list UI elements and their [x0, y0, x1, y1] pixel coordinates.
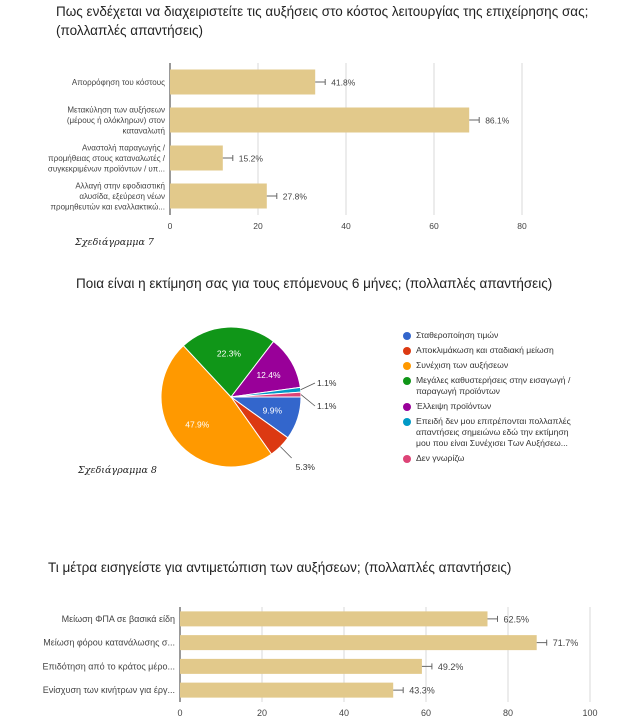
value-label: 49.2% [437, 661, 464, 672]
legend-marker [403, 377, 411, 385]
value-label: 43.3% [409, 685, 435, 696]
category-label: Μείωση φόρου κατανάλωσης σ... [43, 637, 175, 648]
slice-label: 12.4% [256, 370, 281, 381]
value-label: 71.7% [552, 638, 579, 649]
legend-label: Δεν γνωρίζω [416, 453, 465, 463]
bar [180, 611, 488, 626]
leader-line [301, 383, 315, 390]
chart8-title: Ποια είναι η εκτίμηση σας για τους επόμενους 6 μήνες; (πολλαπλές απαντήσεις) [76, 276, 553, 291]
x-tick-label: 60 [429, 221, 439, 231]
x-tick-label: 0 [177, 708, 183, 718]
category-label: Ενίσχυση των κινήτρων για έργ... [42, 685, 175, 696]
x-tick-label: 40 [338, 708, 350, 718]
category-label: καταναλωτή [122, 126, 165, 136]
legend-label: Σταθεροποίηση τιμών [416, 330, 499, 340]
legend-marker [403, 455, 411, 463]
value-label: 15.2% [238, 153, 263, 164]
x-tick-label: 20 [253, 221, 263, 231]
x-tick-label: 100 [582, 708, 598, 718]
slice-label: 9.9% [262, 405, 283, 416]
bar-chart-measures [43, 607, 598, 718]
bar [180, 659, 422, 674]
bar [170, 70, 315, 95]
slice-label: 1.1% [317, 378, 337, 388]
category-label: αλυσίδα, εξεύρεση νέων [79, 192, 165, 201]
pie-chart-8 [161, 327, 337, 472]
legend-marker [403, 403, 411, 411]
legend-label: Αποκλιμάκωση και σταδιακή μείωση [416, 345, 554, 355]
chart7-title-line1: Πως ενδέχεται να διαχειριστείτε τις αυξήσεις στο κόστος λειτουργίας της επιχείρησης σας; [56, 4, 589, 19]
value-label: 86.1% [485, 115, 510, 126]
legend-item [403, 375, 613, 397]
legend-item [403, 453, 613, 464]
slice-label: 5.3% [295, 462, 315, 473]
legend-label: Συνέχιση των αυξήσεων [416, 360, 509, 370]
chart7-title-line2: (πολλαπλές απαντήσεις) [56, 23, 203, 38]
x-tick-label: 40 [341, 221, 351, 231]
bar [170, 184, 267, 209]
bar [180, 683, 393, 698]
category-label: προμήθειας στους καταναλωτές / [48, 154, 165, 163]
leader-line [280, 447, 291, 458]
bar [170, 108, 469, 133]
slice-label: 1.1% [317, 401, 337, 411]
category-label: Αλλαγή στην εφοδιαστική [75, 181, 165, 191]
x-tick-label: 80 [502, 708, 514, 718]
legend-item [403, 345, 613, 356]
category-label: προμηθευτών και εναλλακτικώ... [50, 202, 165, 212]
bar [180, 635, 537, 650]
value-label: 41.8% [331, 77, 356, 88]
category-label: Μετακύληση των αυξήσεων [67, 105, 165, 115]
legend-marker [403, 347, 411, 355]
chart-measures-title: Τι μέτρα εισηγείστε για αντιμετώπιση των αυξήσεων; (πολλαπλές απαντήσεις) [48, 560, 512, 575]
pie-legend [403, 330, 613, 468]
x-tick-label: 60 [420, 708, 432, 718]
value-label: 62.5% [503, 614, 530, 625]
x-tick-label: 80 [517, 221, 527, 231]
legend-label: Επειδή δεν μου επιτρέπονται πολλαπλές απαντήσεις σημειώνω εδώ την εκτίμηση μου που είναι Συνέχισει Των Αυξήσεω... [416, 416, 571, 448]
slice-label: 47.9% [185, 419, 210, 430]
slice-label: 22.3% [216, 348, 242, 359]
category-label: (μέρους ή ολόκληρων) στον [66, 116, 165, 125]
category-label: Μείωση ΦΠΑ σε βασικά είδη [61, 613, 175, 624]
category-label: Επιδότηση από το κράτος μέρο... [42, 661, 175, 672]
bar-chart-7 [48, 63, 527, 231]
x-tick-label: 0 [167, 221, 173, 231]
x-tick-label: 20 [256, 708, 268, 718]
legend-marker [403, 362, 411, 370]
chart7-caption: Σχεδιάγραμμα 7 [75, 237, 154, 248]
bar [170, 146, 223, 171]
legend-marker [403, 332, 411, 340]
category-label: Αναστολή παραγωγής / [82, 143, 165, 153]
category-label: Απορρόφηση του κόστους [71, 78, 165, 87]
legend-label: Έλλειψη προϊόντων [416, 401, 492, 411]
category-label: συγκεκριμένων προϊόντων / υπ... [47, 164, 165, 174]
legend-item [403, 330, 613, 341]
legend-item [403, 416, 613, 449]
chart8-caption: Σχεδιάγραμμα 8 [78, 465, 157, 476]
leader-line [301, 395, 315, 406]
legend-label: Μεγάλες καθυστερήσεις στην εισαγωγή / παραγωγή προϊόντων [416, 375, 571, 396]
legend-marker [403, 418, 411, 426]
value-label: 27.8% [282, 191, 307, 202]
legend-item [403, 401, 613, 412]
legend-item [403, 360, 613, 371]
